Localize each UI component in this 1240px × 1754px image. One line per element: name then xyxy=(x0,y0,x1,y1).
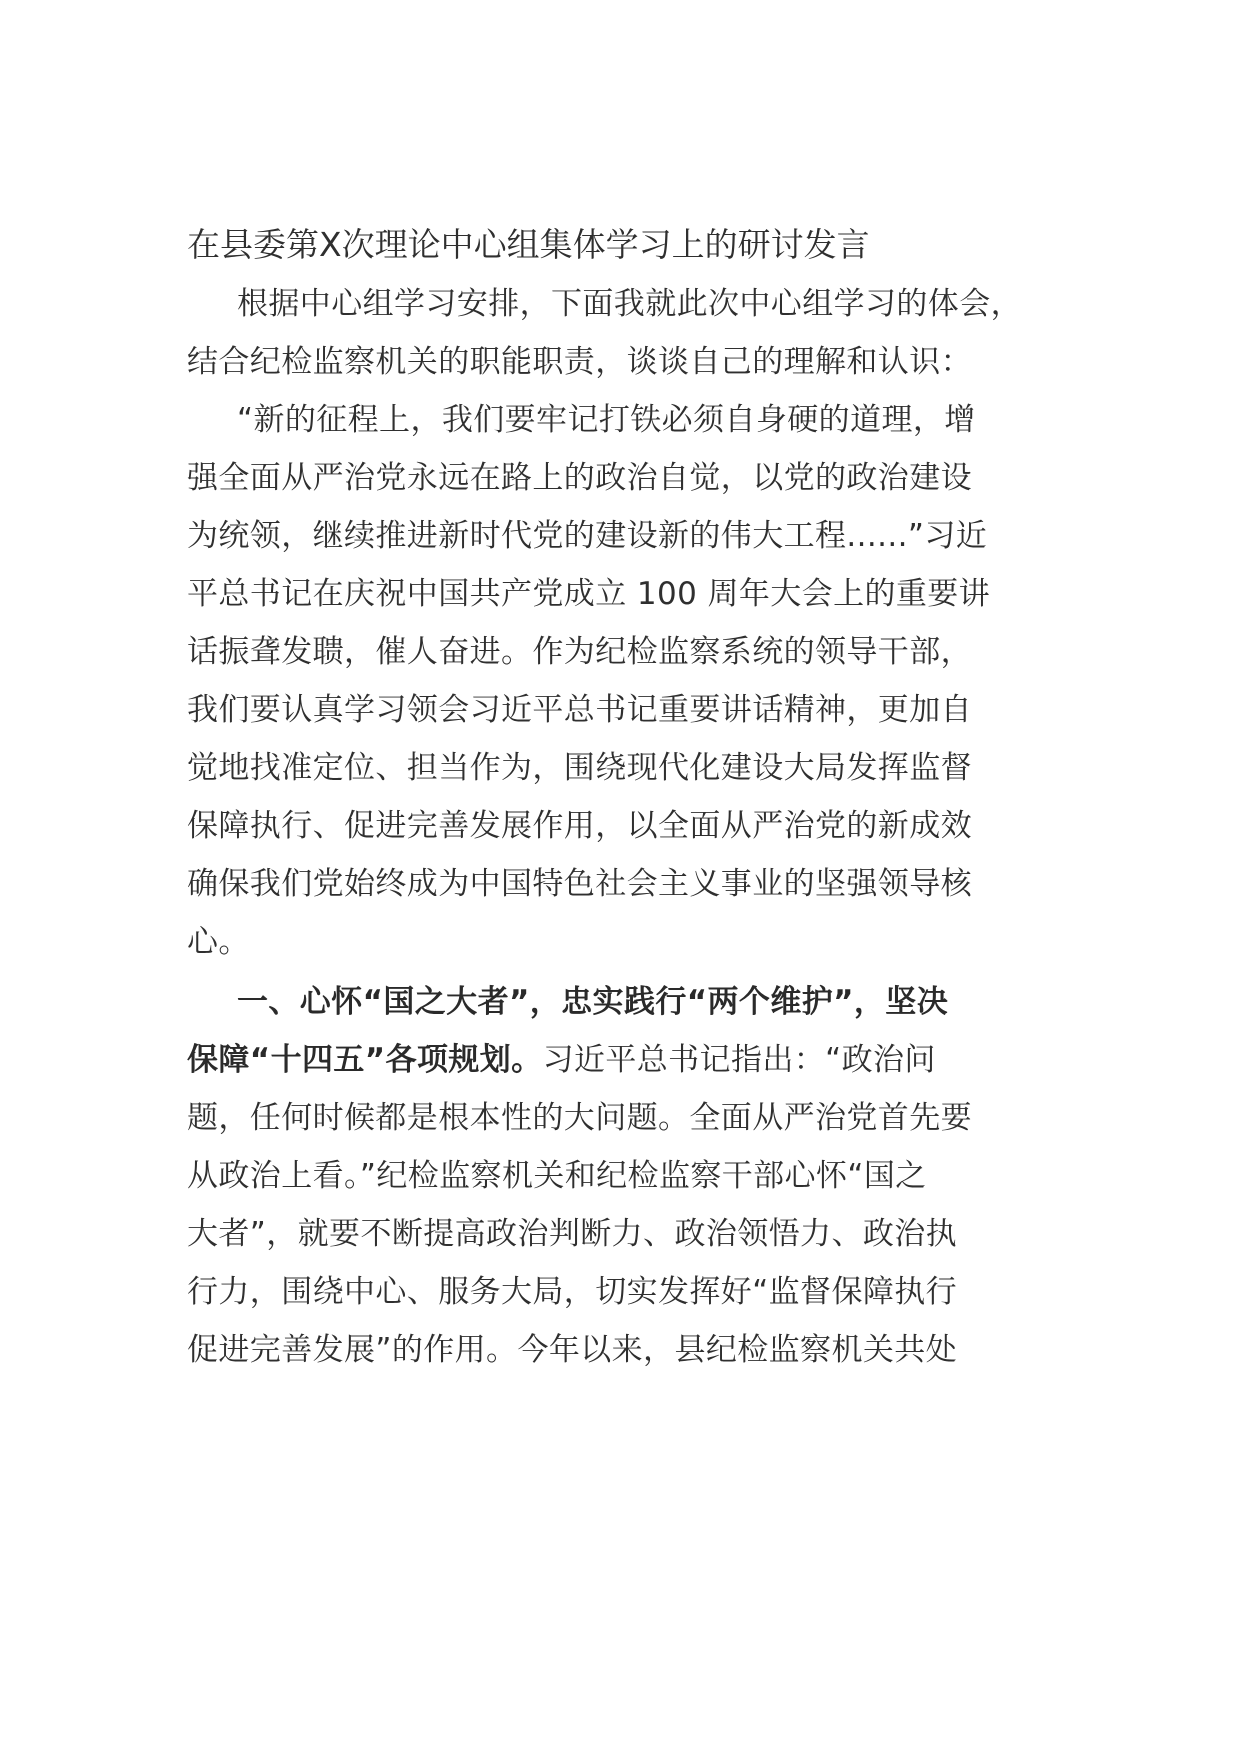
paragraph-line: 确保我们党始终成为中国特色社会主义事业的坚强领导核 xyxy=(187,866,972,902)
paragraph-line: 保障执行、促进完善发展作用，以全面从严治党的新成效 xyxy=(187,808,972,844)
paragraph-line: 强全面从严治党永远在路上的政治自觉，以党的政治建设 xyxy=(187,460,972,496)
paragraph-line: 觉地找准定位、担当作为，围绕现代化建设大局发挥监督 xyxy=(187,750,972,786)
paragraph-line: “新的征程上，我们要牢记打铁必须自身硬的道理，增 xyxy=(237,402,976,438)
section-heading-text: 保障“十四五”各项规划。 xyxy=(187,1042,543,1078)
paragraph-line: 我们要认真学习领会习近平总书记重要讲话精神，更加自 xyxy=(187,692,972,728)
paragraph-line: 从政治上看。”纪检监察机关和纪检监察干部心怀“国之 xyxy=(187,1158,927,1194)
paragraph-line: 行力，围绕中心、服务大局，切实发挥好“监督保障执行 xyxy=(187,1274,958,1310)
paragraph-line: 平总书记在庆祝中国共产党成立 100 周年大会上的重要讲 xyxy=(187,576,991,612)
document-title: 在县委第X次理论中心组集体学习上的研讨发言 xyxy=(187,225,870,264)
paragraph-line: 话振聋发聩，催人奋进。作为纪检监察系统的领导干部， xyxy=(187,634,972,670)
paragraph-line: 心。 xyxy=(187,924,250,960)
section-heading-line-2 xyxy=(187,1038,1057,1082)
paragraph-line: 根据中心组学习安排，下面我就此次中心组学习的体会， xyxy=(237,286,1022,322)
paragraph-line: 为统领，继续推进新时代党的建设新的伟大工程......”习近 xyxy=(187,518,988,554)
paragraph-line: 题，任何时候都是根本性的大问题。全面从严治党首先要 xyxy=(187,1100,972,1136)
section-heading-line: 一、心怀“国之大者”，忠实践行“两个维护”，坚决 xyxy=(237,984,949,1020)
section-body-text: 习近平总书记指出：“政治问 xyxy=(542,1042,936,1078)
paragraph-line: 促进完善发展”的作用。今年以来，县纪检监察机关共处 xyxy=(187,1332,958,1368)
paragraph-line: 大者”，就要不断提高政治判断力、政治领悟力、政治执 xyxy=(187,1216,958,1252)
paragraph-line: 结合纪检监察机关的职能职责，谈谈自己的理解和认识： xyxy=(187,344,972,380)
